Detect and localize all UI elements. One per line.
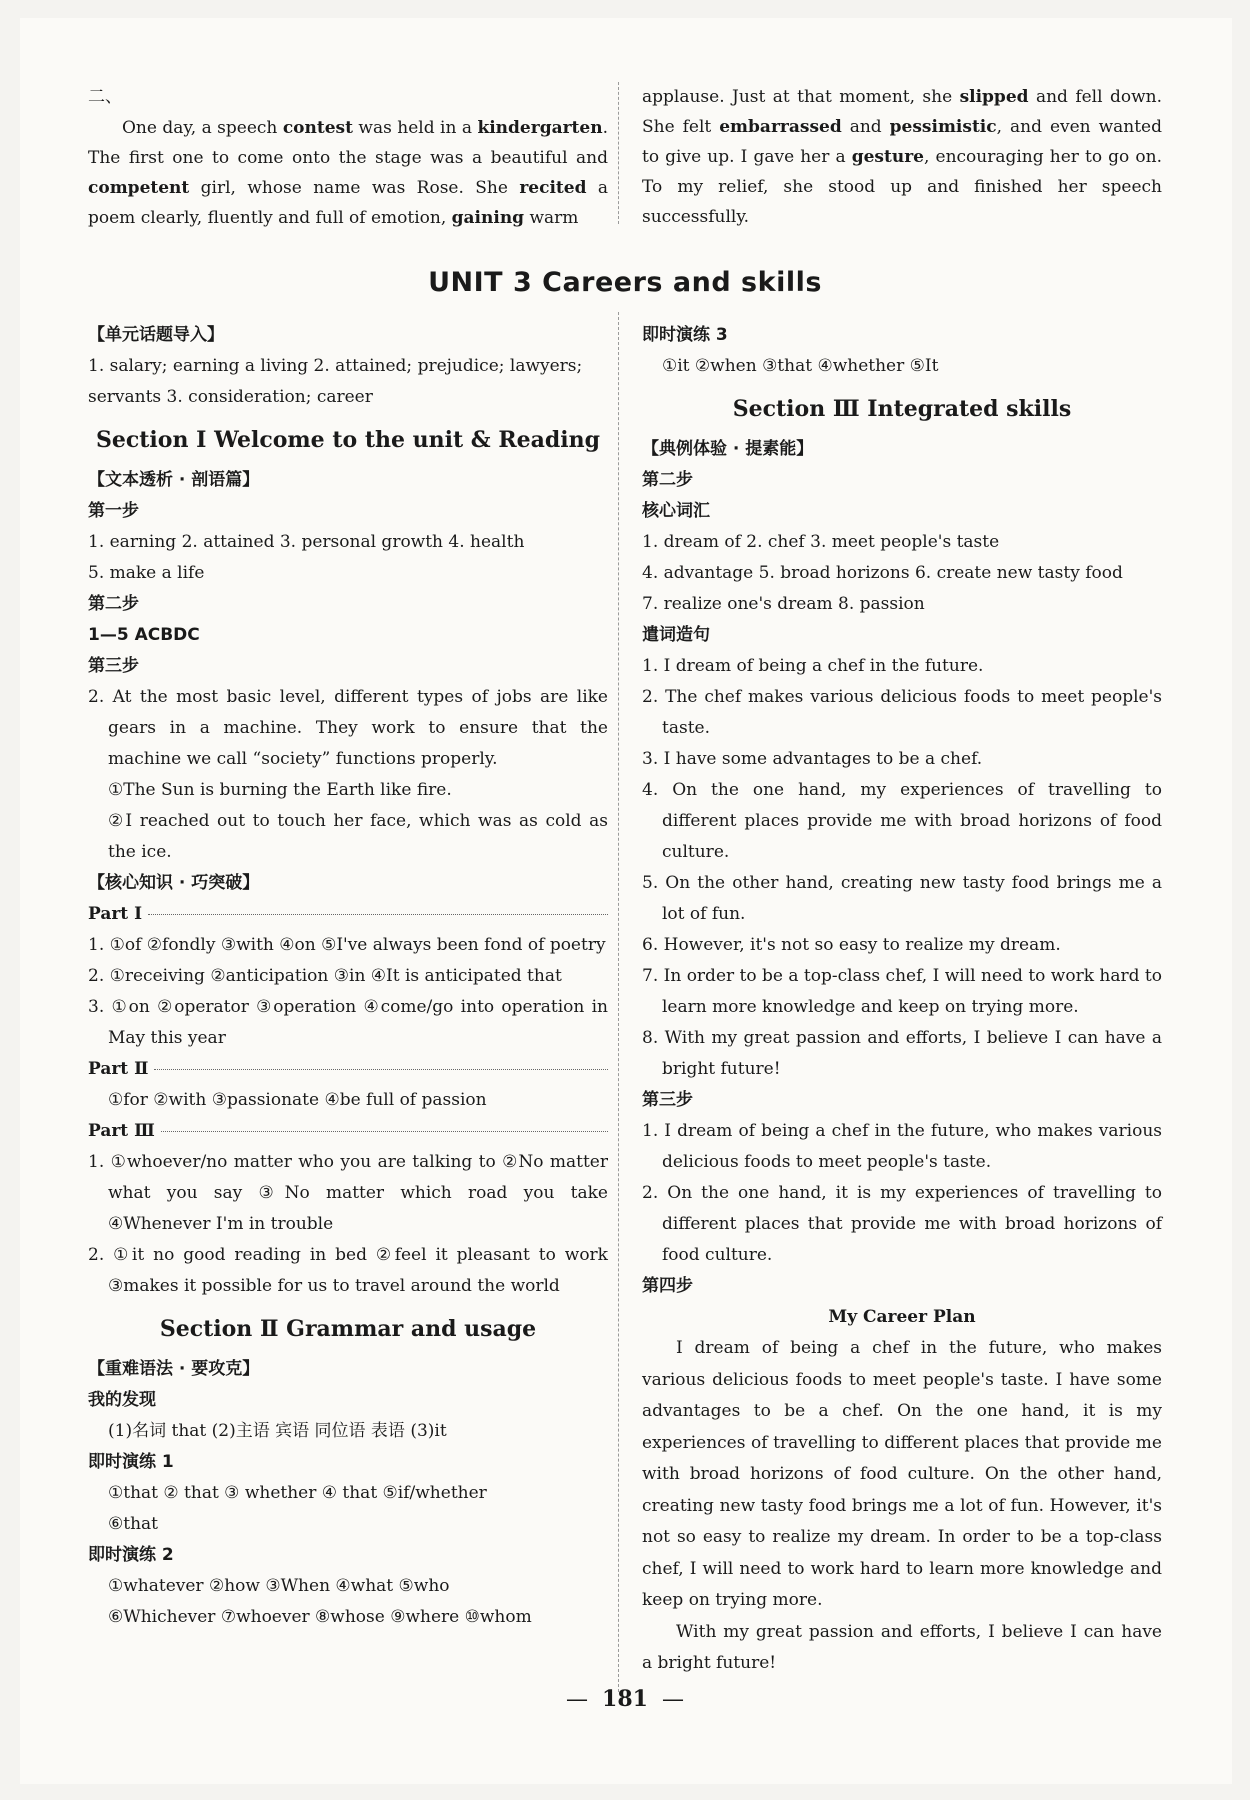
left-column — [88, 320, 608, 1680]
page-number: 181 — [602, 1686, 648, 1712]
sentences-label: 遣词造句 — [642, 625, 710, 645]
section-1-title: Section Ⅰ Welcome to the unit & Reading — [95, 427, 600, 453]
vocab-label: 核心词汇 — [642, 501, 710, 521]
discovery-label: 我的发现 — [88, 1390, 156, 1410]
topic-line: servants 3. consideration; career — [88, 387, 373, 407]
essay-paragraph: I dream of being a chef in the future, who makes various delicious foods to meet people's taste. I have some advantages to be a chef. On the one hand, it is my experiences of travelling to different places that provide me with broad horizons of food culture. On the other hand, creating new tasty food brings me a lot of fun. However, it's not so easy to realize my dream. In order to be a top-class chef, I will need to work hard to learn more knowledge and keep on trying more. — [642, 1338, 1162, 1610]
step-1-label: 第一步 — [88, 501, 139, 521]
practice-1-label: 即时演练 1 — [88, 1452, 174, 1472]
part-3-header — [88, 1116, 608, 1147]
page-content — [88, 82, 1162, 1680]
story-right-text: applause. Just at that moment, she slipped and fell down. She felt embarrassed and pessimistic, and even wanted to give up. I gave her a gesture, encouraging her to go on. To my relief, she stood up and finished her speech successfully. — [642, 87, 1162, 227]
part-3-item: 1. ①whoever/no matter who you are talking to ②No matter what you say ③No matter which road you take ④Whenever I'm in trouble — [88, 1152, 608, 1234]
step-3-label: 第三步 — [88, 656, 139, 676]
essay-paragraph: With my great passion and efforts, I believe I can have a bright future! — [642, 1621, 1162, 1673]
section-3-title: Section Ⅲ Integrated skills — [732, 396, 1072, 422]
story-right-column — [642, 82, 1162, 233]
practice-1-answers: ⑥that — [108, 1514, 158, 1534]
story-heading: 二、 — [88, 87, 122, 107]
section-2-title: Section Ⅱ Grammar and usage — [159, 1316, 537, 1342]
step-3-sub: ①The Sun is burning the Earth like fire. — [108, 780, 452, 800]
part-2-answers: ①for ②with ③passionate ④be full of passion — [108, 1090, 487, 1110]
step-3-item: 2. At the most basic level, different types of jobs are like gears in a machine. They work to ensure that the machine we call “society” functions properly. — [88, 687, 608, 769]
practice-2-answers: ⑥Whichever ⑦whoever ⑧whose ⑨where ⑩whom — [108, 1607, 532, 1627]
story-left-text: One day, a speech contest was held in a kindergarten. The first one to come onto the stage was a beautiful and competent girl, whose name was Rose. She recited a poem clearly, fluently and full of emotion, gaining warm — [88, 118, 609, 228]
sentence-item: 2. The chef makes various delicious foods to meet people's taste. — [642, 687, 1162, 738]
practice-1-answers: ①that ② that ③ whether ④ that ⑤if/whether — [108, 1483, 487, 1503]
right-column — [642, 320, 1162, 1680]
part-label: Part Ⅱ — [88, 1059, 149, 1079]
vocab-line: 7. realize one's dream 8. passion — [642, 594, 925, 614]
unit-title: UNIT 3 Careers and skills — [428, 267, 822, 298]
practice-3-label: 即时演练 3 — [642, 325, 728, 345]
sentence-item: 8. With my great passion and efforts, I believe I can have a bright future! — [642, 1028, 1162, 1079]
step-2-answers: 1—5 ACBDC — [88, 625, 200, 645]
discovery-answers: (1)名词 that (2)主语 宾语 同位语 表语 (3)it — [108, 1421, 447, 1441]
dotted-rule — [148, 914, 608, 915]
text-analysis-tag: 【文本透析 · 剖语篇】 — [88, 470, 260, 490]
vocab-line: 4. advantage 5. broad horizons 6. create new tasty food — [642, 563, 1123, 583]
part-label: Part Ⅲ — [88, 1121, 155, 1141]
page-number-footer — [0, 1686, 1250, 1712]
page-dash-right: — — [661, 1687, 684, 1712]
grammar-tag: 【重难语法 · 要攻克】 — [88, 1359, 260, 1379]
step-4-label: 第四步 — [642, 1276, 693, 1296]
sentence-item: 1. I dream of being a chef in the future. — [642, 656, 984, 676]
step-1-answers: 5. make a life — [88, 563, 205, 583]
step-3-label: 第三步 — [642, 1090, 693, 1110]
part-1-header — [88, 899, 608, 930]
topic-tag: 【单元话题导入】 — [88, 325, 224, 345]
sentence-item: 7. In order to be a top-class chef, I will need to work hard to learn more knowledge and keep on trying more. — [642, 966, 1162, 1017]
vocab-line: 1. dream of 2. chef 3. meet people's taste — [642, 532, 1000, 552]
dotted-rule — [154, 1069, 608, 1070]
core-knowledge-tag: 【核心知识 · 巧突破】 — [88, 873, 260, 893]
part-1-item: 2. ①receiving ②anticipation ③in ④It is anticipated that — [88, 966, 562, 986]
combined-sentence: 2. On the one hand, it is my experiences of travelling to different places that provide me with broad horizons of food culture. — [642, 1183, 1162, 1265]
part-1-item: 1. ①of ②fondly ③with ④on ⑤I've always been fond of poetry — [88, 935, 606, 955]
sentence-item: 6. However, it's not so easy to realize my dream. — [642, 935, 1061, 955]
practice-3-answers: ①it ②when ③that ④whether ⑤It — [662, 356, 939, 376]
step-3-sub: ②I reached out to touch her face, which was as cold as the ice. — [108, 811, 608, 862]
part-1-item: 3. ①on ②operator ③operation ④come/go into operation in May this year — [88, 997, 608, 1048]
essay-title: My Career Plan — [828, 1307, 976, 1327]
page-dash-left: — — [566, 1687, 589, 1712]
step-1-answers: 1. earning 2. attained 3. personal growth 4. health — [88, 532, 525, 552]
sentence-item: 4. On the one hand, my experiences of travelling to different places provide me with broad horizons of food culture. — [642, 780, 1162, 862]
sentence-item: 5. On the other hand, creating new tasty food brings me a lot of fun. — [642, 873, 1162, 924]
story-block — [88, 82, 1162, 233]
practice-2-answers: ①whatever ②how ③When ④what ⑤who — [108, 1576, 450, 1596]
step-2-label: 第二步 — [642, 470, 693, 490]
dotted-rule — [161, 1131, 608, 1132]
story-left-column — [88, 82, 608, 233]
combined-sentence: 1. I dream of being a chef in the future, who makes various delicious foods to meet people's taste. — [642, 1121, 1162, 1172]
practice-2-label: 即时演练 2 — [88, 1545, 174, 1565]
part-label: Part Ⅰ — [88, 904, 143, 924]
answer-columns — [88, 320, 1162, 1680]
part-3-item: 2. ①it no good reading in bed ②feel it pleasant to work ③makes it possible for us to travel around the world — [88, 1245, 608, 1296]
example-tag: 【典例体验 · 提素能】 — [642, 439, 814, 459]
topic-line: 1. salary; earning a living 2. attained; prejudice; lawyers; — [88, 356, 583, 376]
sentence-item: 3. I have some advantages to be a chef. — [642, 749, 983, 769]
part-2-header — [88, 1054, 608, 1085]
step-2-label: 第二步 — [88, 594, 139, 614]
